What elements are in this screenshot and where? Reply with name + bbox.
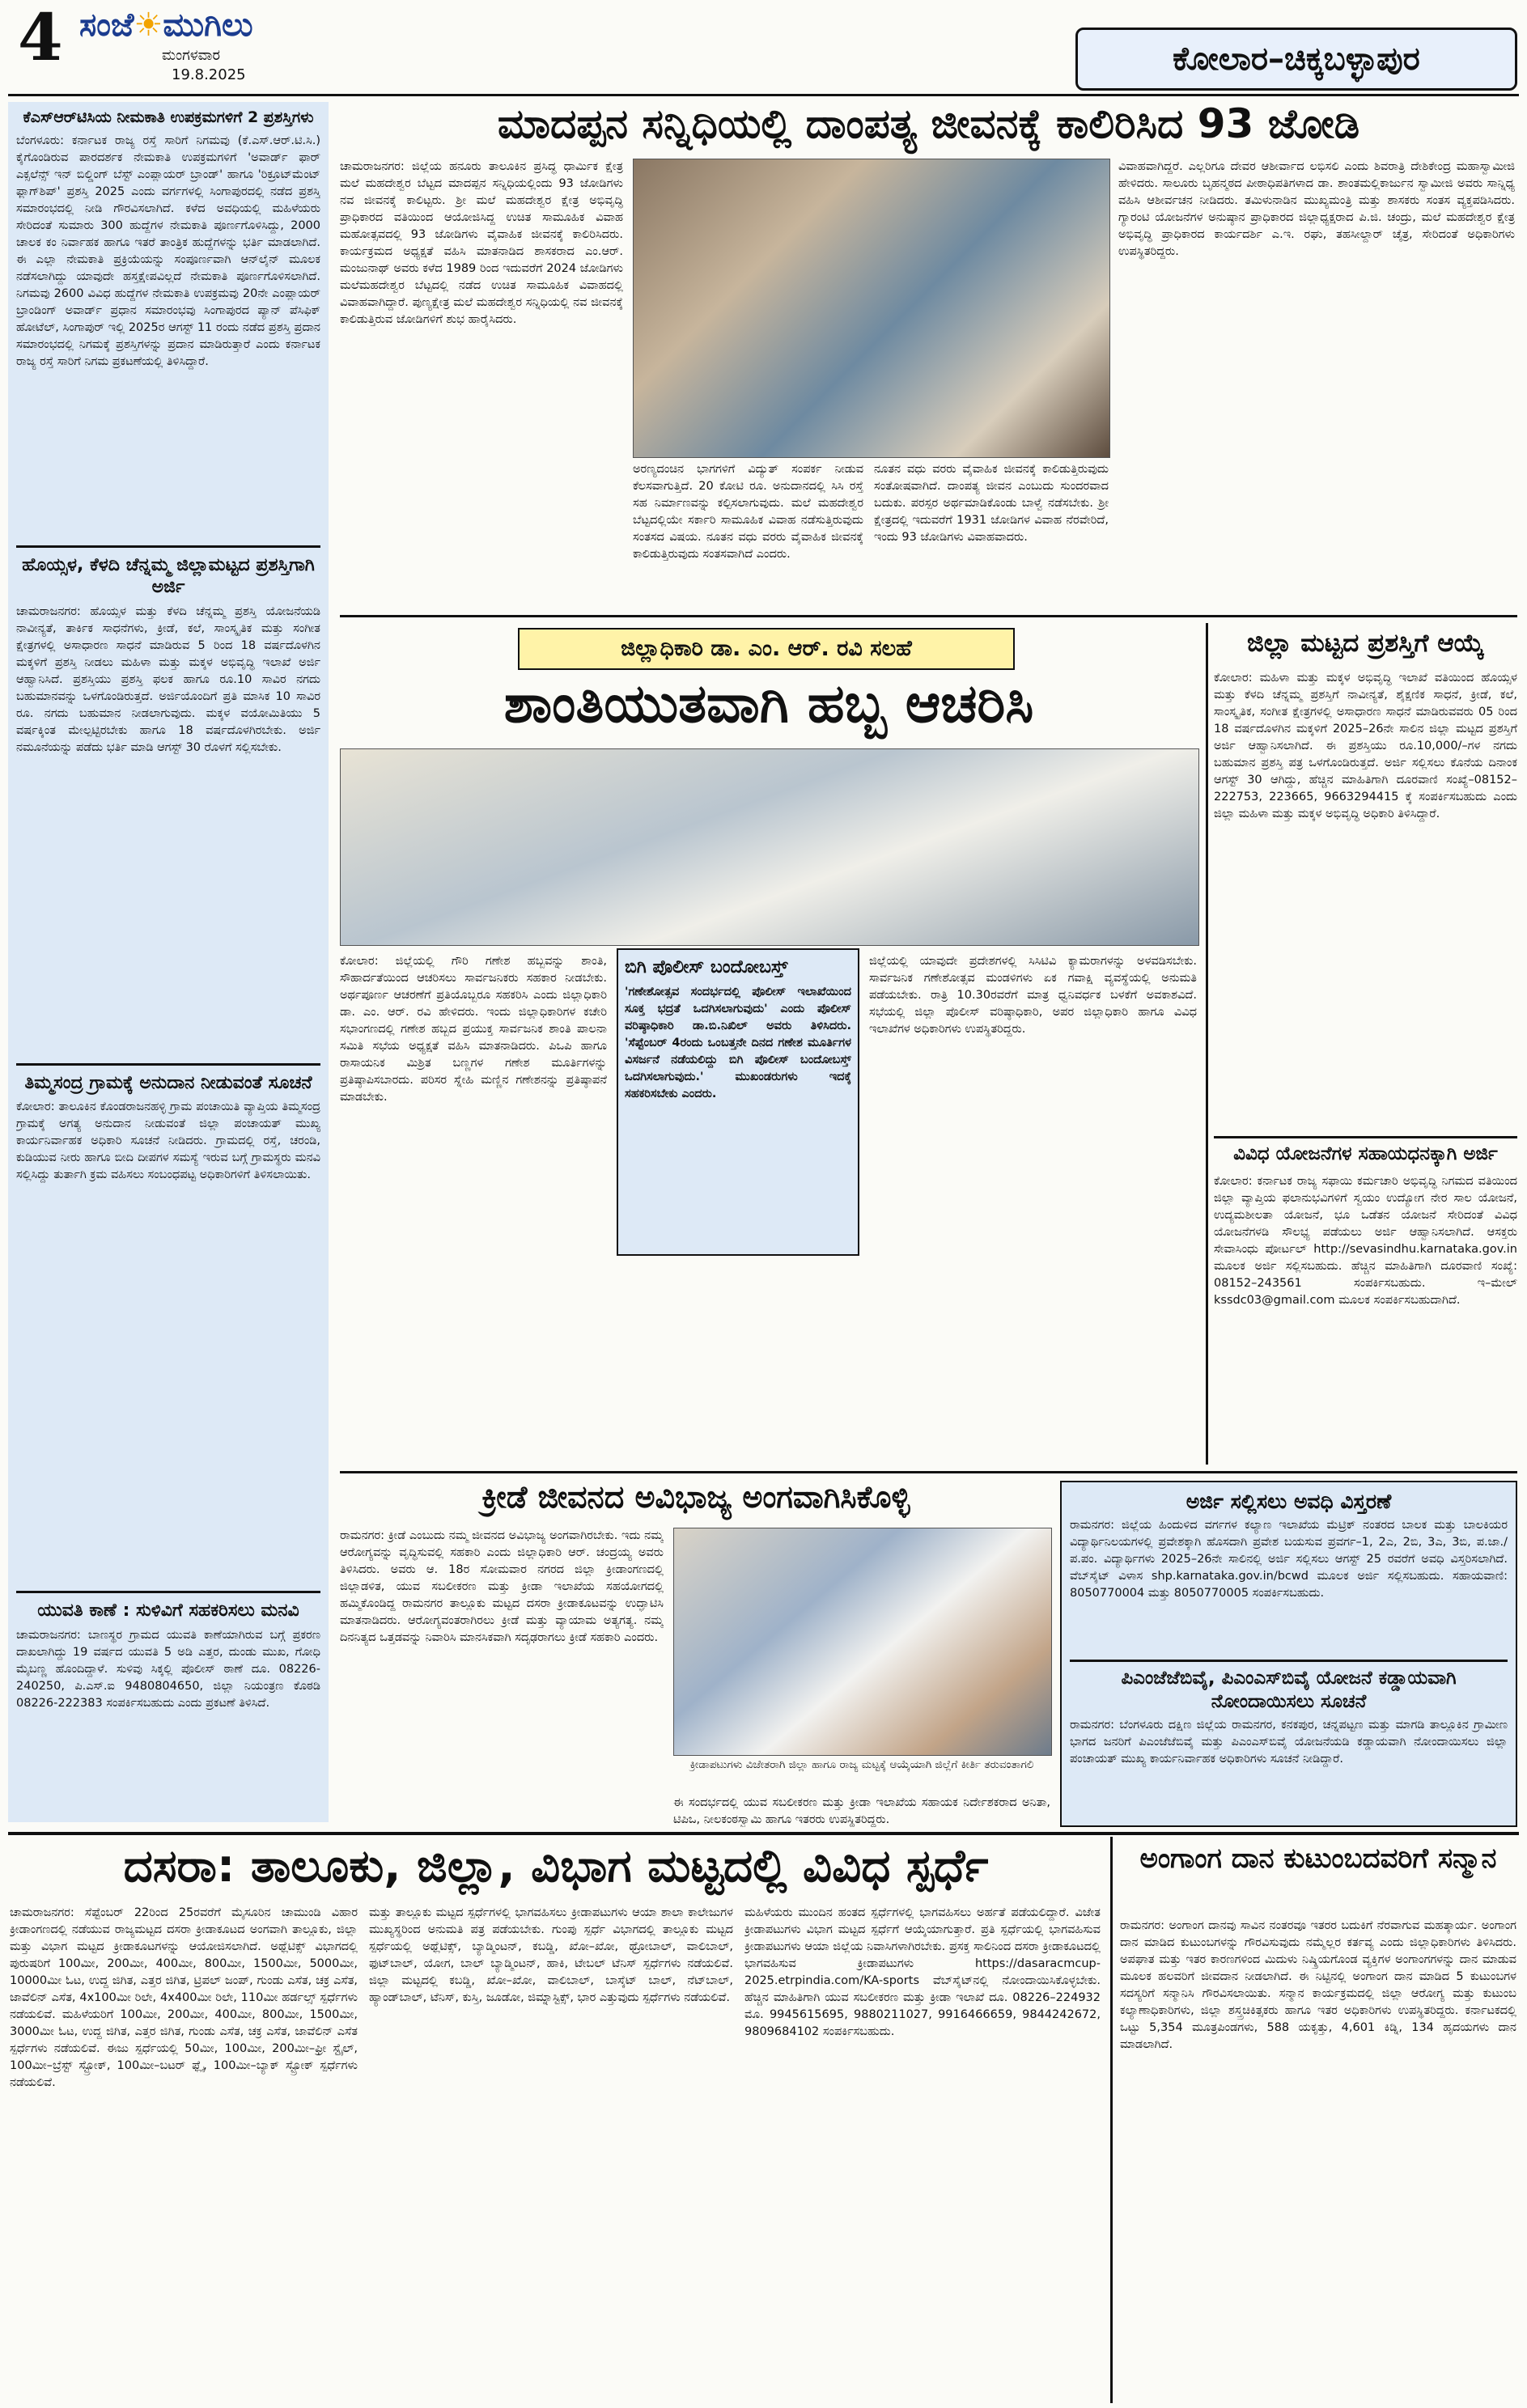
schemes-headline: ವಿವಿಧ ಯೋಜನೆಗಳ ಸಹಾಯಧನಕ್ಕಾಗಿ ಅರ್ಜಿ (1233, 1143, 1498, 1164)
notice-body: ರಾಮನಗರ: ಜಿಲ್ಲೆಯ ಹಿಂದುಳಿದ ವರ್ಗಗಳ ಕಲ್ಯಾಣ ಇಲಾಖೆಯ ಮೆಟ್ರಿಕ್ ನಂತರದ ಬಾಲಕ ಮತ್ತು ಬಾಲಕಿಯರ ವಿದ್ಯಾರ್ಥಿನಿಲಯಗಳಲ್ಲಿ ಪ್ರವೇಶಕ್ಕಾಗಿ ಹೊಸದಾಗಿ ಪ್ರವೇಶ ಬಯಸುವ ಪ್ರವರ್ಗ–1, 2ಎ, 2ಬಿ, 3ಎ, 3ಬಿ, ಪ.ಜಾ./ಪ.ಪಂ. ವಿದ್ಯಾರ್ಥಿಗಳು 2025–26ನೇ ಸಾಲಿನಲ್ಲಿ ಅರ್ಜಿ ಸಲ್ಲಿಸಲು ಆಗಸ್ಟ್ 25 ರವರೆಗೆ ಅವಧಿ ವಿಸ್ತರಿಸಲಾಗಿದೆ. ವೆಬ್‌ಸೈಟ್ ವಿಳಾಸ shp.karnataka.gov.in/bcwd ಮೂಲಕ ಅರ್ಜಿ ಸಲ್ಲಿಸಬಹುದು. ಸಹಾಯವಾಣಿ: 8050770004 ಮತ್ತು 8050770005 ಸಂಪರ್ಕಿಸಬಹುದು. (1070, 1519, 1508, 1600)
divider (340, 1471, 1517, 1473)
left-news-column (8, 102, 329, 1822)
lead-col-mid2: ನೂತನ ವಧು ವರರು ವೈವಾಹಿಕ ಜೀವನಕ್ಕೆ ಕಾಲಿಡುತ್ತಿರುವುದು ಸಂತೋಷವಾಗಿದೆ. ದಾಂಪತ್ಯ ಜೀವನ ಎಂಬುದು ಸುಂದರವಾದ ಬದುಕು. ಪರಸ್ಪರ ಅರ್ಥಮಾಡಿಕೊಂಡು ಬಾಳ್ವೆ ನಡೆಸಬೇಕು. ಶ್ರೀ ಕ್ಷೇತ್ರದಲ್ಲಿ ಇದುವರೆಗೆ 1931 ಜೋಡಿಗಳ ವಿವಾಹ ನೆರವೇರಿದೆ, ಇಂದು 93 ಜೋಡಿಗಳು ವಿವಾಹವಾದರು. (874, 463, 1109, 544)
a4-body: ಚಾಮರಾಜನಗರ: ಬಾಣಸ್ಥರ ಗ್ರಾಮದ ಯುವತಿ ಕಾಣೆಯಾಗಿರುವ ಬಗ್ಗೆ ಪ್ರಕರಣ ದಾಖಲಾಗಿದ್ದು 19 ವರ್ಷದ ಯುವತಿ 5 ಅಡಿ ಎತ್ತರ, ದುಂಡು ಮುಖ, ಗೋಧಿ ಮೈಬಣ್ಣ ಹೊಂದಿದ್ದಾಳೆ. ಸುಳಿವು ಸಿಕ್ಕಲ್ಲಿ ಪೊಲೀಸ್ ಠಾಣೆ ದೂ. 08226-240250, ಪಿ.ಎಸ್.ಐ 9480804650, ಜಿಲ್ಲಾ ನಿಯಂತ್ರಣ ಕೊಠಡಿ 08226-222383 ಸಂಪರ್ಕಿಸಬಹುದು ಎಂದು ಪ್ರಕಟಣೆ ತಿಳಿಸಿದೆ. (16, 1628, 320, 1710)
section-title: ಕೋಲಾರ–ಚಿಕ್ಕಬಳ್ಳಾಪುರ (1075, 28, 1517, 91)
divider (16, 1063, 320, 1066)
a4-headline: ಯುವತಿ ಕಾಣೆ : ಸುಳಿವಿಗೆ ಸಹಕರಿಸಲು ಮನವಿ (37, 1600, 299, 1622)
police-box-headline: ಬಿಗಿ ಪೊಲೀಸ್ ಬಂದೋಬಸ್ತ್ (625, 957, 788, 977)
divider (340, 615, 1517, 617)
newspaper-logo (79, 6, 253, 44)
a1-headline: ಕೆಎಸ್‌ಆರ್‌ಟಿಸಿಯ ನೀಮಕಾತಿ ಉಪಕ್ರಮಗಳಿಗೆ 2 ಪ್ರಶಸ್ತಿಗಳು (23, 108, 314, 126)
sun-icon: ☀ (134, 6, 163, 44)
schemes-body: ಕೋಲಾರ: ಕರ್ನಾಟಕ ರಾಜ್ಯ ಸಫಾಯಿ ಕರ್ಮಚಾರಿ ಅಭಿವೃದ್ಧಿ ನಿಗಮದ ವತಿಯಿಂದ ಜಿಲ್ಲಾ ವ್ಯಾಪ್ತಿಯ ಫಲಾನುಭವಿಗಳಿಗೆ ಸ್ವಯಂ ಉದ್ಯೋಗ ನೇರ ಸಾಲ ಯೋಜನೆ, ಉದ್ಯಮಶೀಲತಾ ಯೋಜನೆ, ಭೂ ಒಡೆತನ ಯೋಜನೆ ಸೇರಿದಂತೆ ವಿವಿಧ ಯೋಜನೆಗಳಡಿ ಸೌಲಭ್ಯ ಪಡೆಯಲು ಅರ್ಜಿ ಆಹ್ವಾನಿಸಲಾಗಿದೆ. ಆಸಕ್ತರು ಸೇವಾಸಿಂಧು ಪೋರ್ಟಲ್ http://sevasindhu.karnataka.gov.in ಮೂಲಕ ಅರ್ಜಿ ಸಲ್ಲಿಸಬಹುದು. ಹೆಚ್ಚಿನ ಮಾಹಿತಿಗಾಗಿ ದೂರವಾಣಿ ಸಂಖ್ಯೆ: 08152–243561 ಸಂಪರ್ಕಿಸಬಹುದು. ಇ–ಮೇಲ್ kssdc03@gmail.com ಮೂಲಕ ಸಂಪರ್ಕಿಸಬಹುದಾಗಿದೆ. (1214, 1175, 1517, 1307)
police-box-body: 'ಗಣೇಶೋತ್ಸವ ಸಂದರ್ಭದಲ್ಲಿ ಪೊಲೀಸ್ ಇಲಾಖೆಯಿಂದ ಸೂಕ್ತ ಭದ್ರತೆ ಒದಗಿಸಲಾಗುವುದು' ಎಂದು ಪೊಲೀಸ್ ವರಿಷ್ಠಾಧಿಕಾರಿ ಡಾ.ಬಿ.ನಿಖಿಲ್ ಅವರು ತಿಳಿಸಿದರು. 'ಸೆಪ್ಟೆಂಬರ್ 4ರಂದು ಒಂಬತ್ತನೇ ದಿನದ ಗಣೇಶ ಮೂರ್ತಿಗಳ ವಿಸರ್ಜನೆ ನಡೆಯಲಿದ್ದು ಬಿಗಿ ಪೊಲೀಸ್ ಬಂದೋಬಸ್ತ್ ಒದಗಿಸಲಾಗುವುದು.' ಮುಖಂಡರುಗಳು ಇದಕ್ಕೆ ಸಹಕರಿಸಬೇಕು ಎಂದರು. (625, 985, 851, 1100)
notice-headline: ಅರ್ಜಿ ಸಲ್ಲಿಸಲು ಅವಧಿ ವಿಸ್ತರಣೆ (1186, 1490, 1392, 1513)
dasara-col3: ಮಹಿಳೆಯರು ಮುಂದಿನ ಹಂತದ ಸ್ಪರ್ಧೆಗಳಲ್ಲಿ ಭಾಗವಹಿಸಲು ಅರ್ಹತೆ ಪಡೆಯಲಿದ್ದಾರೆ. ವಿಜೇತ ಕ್ರೀಡಾಪಟುಗಳು ವಿಭಾಗ ಮಟ್ಟದ ಸ್ಪರ್ಧೆಗೆ ಆಯ್ಕೆಯಾಗುತ್ತಾರೆ. ಪ್ರತಿ ಸ್ಪರ್ಧೆಯಲ್ಲಿ ಭಾಗವಹಿಸುವ ಕ್ರೀಡಾಪಟುಗಳು ಆಯಾ ಜಿಲ್ಲೆಯ ನಿವಾಸಿಗಳಾಗಿರಬೇಕು. ಪ್ರಸಕ್ತ ಸಾಲಿನಿಂದ ದಸರಾ ಕ್ರೀಡಾಕೂಟದಲ್ಲಿ ಭಾಗವಹಿಸುವ ಕ್ರೀಡಾಪಟುಗಳು https://dasaracmcup-2025.etrpindia.com/KA-sports ವೆಬ್‌ಸೈಟ್‌ನಲ್ಲಿ ನೋಂದಾಯಿಸಿಕೊಳ್ಳಬೇಕು. ಹೆಚ್ಚಿನ ಮಾಹಿತಿಗಾಗಿ ಯುವ ಸಬಲೀಕರಣ ಮತ್ತು ಕ್ರೀಡಾ ಇಲಾಖೆ ದೂ. 08226–224932 ಮೊ. 9945615695, 9880211027, 9916466659, 9844242672, 9809684102 ಸಂಪರ್ಕಿಸಬಹುದು. (744, 1906, 1101, 2038)
divider (8, 1832, 1519, 1835)
sports-col1: ರಾಮನಗರ: ಕ್ರೀಡೆ ಎಂಬುದು ನಮ್ಮ ಜೀವನದ ಅವಿಭಾಜ್ಯ ಅಂಗವಾಗಿರಬೇಕು. ಇದು ನಮ್ಮ ಆರೋಗ್ಯವನ್ನು ವೃದ್ಧಿಸುವಲ್ಲಿ ಸಹಕಾರಿ ಎಂದು ಜಿಲ್ಲಾಧಿಕಾರಿ ಆರ್. ಚಂದ್ರಯ್ಯ ಅವರು ತಿಳಿಸಿದರು. ಅವರು ಆ. 18ರ ಸೋಮವಾರ ನಗರದ ಜಿಲ್ಲಾ ಕ್ರೀಡಾಂಗಣದಲ್ಲಿ ಜಿಲ್ಲಾಡಳಿತ, ಯುವ ಸಬಲೀಕರಣ ಮತ್ತು ಕ್ರೀಡಾ ಇಲಾಖೆಯ ಸಹಯೋಗದಲ್ಲಿ ಹಮ್ಮಿಕೊಂಡಿದ್ದ ರಾಮನಗರ ತಾಲ್ಲೂಕು ಮಟ್ಟದ ದಸರಾ ಕ್ರೀಡಾಕೂಟವನ್ನು ಉದ್ಘಾಟಿಸಿ ಮಾತನಾಡಿದರು. ಆರೋಗ್ಯವಂತರಾಗಿರಲು ಕ್ರೀಡೆ ಮತ್ತು ವ್ಯಾಯಾಮ ಅತ್ಯಗತ್ಯ. ನಮ್ಮ ದಿನನಿತ್ಯದ ಒತ್ತಡವನ್ನು ನಿವಾರಿಸಿ ಮಾನಸಿಕವಾಗಿ ಸದೃಢರಾಗಲು ಕ್ರೀಡೆ ಸಹಕಾರಿ ಎಂದರು. (340, 1529, 664, 1644)
logo-part1: ಸಂಜೆ (79, 6, 134, 44)
divider (16, 545, 320, 548)
festival-tag: ಜಿಲ್ಲಾಧಿಕಾರಿ ಡಾ. ಎಂ. ಆರ್. ರವಿ ಸಲಹೆ (518, 628, 1015, 670)
notices-box (1060, 1481, 1517, 1827)
pmjjby-body: ರಾಮನಗರ: ಬೆಂಗಳೂರು ದಕ್ಷಿಣ ಜಿಲ್ಲೆಯ ರಾಮನಗರ, ಕನಕಪುರ, ಚನ್ನಪಟ್ಟಣ ಮತ್ತು ಮಾಗಡಿ ತಾಲ್ಲೂಕಿನ ಗ್ರಾಮೀಣ ಭಾಗದ ಜನರಿಗೆ ಪಿಎಂಜೆಜೆಬಿವೈ ಮತ್ತು ಪಿಎಂಎಸ್‌ಬಿವೈ ಯೋಜನೆಯಡಿ ಕಡ್ಡಾಯವಾಗಿ ನೋಂದಾಯಿಸಲು ಜಿಲ್ಲಾ ಪಂಚಾಯತ್ ಮುಖ್ಯ ಕಾರ್ಯನಿರ್ವಾಹಕ ಅಧಿಕಾರಿಗಳು ಸೂಚನೆ ನೀಡಿದ್ದಾರೆ. (1070, 1718, 1508, 1766)
organ-body: ರಾಮನಗರ: ಅಂಗಾಂಗ ದಾನವು ಸಾವಿನ ನಂತರವೂ ಇತರರ ಬದುಕಿಗೆ ನೆರವಾಗುವ ಮಹತ್ಕಾರ್ಯ. ಅಂಗಾಂಗ ದಾನ ಮಾಡಿದ ಕುಟುಂಬಗಳನ್ನು ಗೌರವಿಸುವುದು ನಮ್ಮೆಲ್ಲರ ಕರ್ತವ್ಯ ಎಂದು ಜಿಲ್ಲಾಧಿಕಾರಿಗಳು ತಿಳಿಸಿದರು. ಅಪಘಾತ ಮತ್ತು ಇತರ ಕಾರಣಗಳಿಂದ ಮಿದುಳು ನಿಷ್ಕ್ರಿಯಗೊಂಡ ವ್ಯಕ್ತಿಗಳ ಅಂಗಾಂಗಗಳನ್ನು ದಾನ ಮಾಡುವ ಮೂಲಕ ಹಲವರಿಗೆ ಜೀವದಾನ ನೀಡಲಾಗಿದೆ. ಈ ನಿಟ್ಟಿನಲ್ಲಿ ಅಂಗಾಂಗ ದಾನ ಮಾಡಿದ 5 ಕುಟುಂಬಗಳ ಸದಸ್ಯರಿಗೆ ಸನ್ಮಾನಿಸಿ ಗೌರವಿಸಲಾಯಿತು. ಸನ್ಮಾನ ಕಾರ್ಯಕ್ರಮದಲ್ಲಿ ಜಿಲ್ಲಾ ಆರೋಗ್ಯ ಮತ್ತು ಕುಟುಂಬ ಕಲ್ಯಾಣಾಧಿಕಾರಿಗಳು, ಜಿಲ್ಲಾ ಶಸ್ತ್ರಚಿಕಿತ್ಸಕರು ಹಾಗೂ ಇತರ ಅಧಿಕಾರಿಗಳು ಉಪಸ್ಥಿತರಿದ್ದರು. ಕರ್ನಾಟಕದಲ್ಲಿ ಒಟ್ಟು 5,354 ಮೂತ್ರಪಿಂಡಗಳು, 588 ಯಕೃತ್ತು, 4,601 ಕಿಡ್ನಿ, 134 ಹೃದಯಗಳು ದಾನ ಮಾಡಲಾಗಿದೆ. (1120, 1919, 1516, 2051)
festival-col2: ಜಿಲ್ಲೆಯಲ್ಲಿ ಯಾವುದೇ ಪ್ರದೇಶಗಳಲ್ಲಿ ಸಿಸಿಟಿವಿ ಕ್ಯಾಮರಾಗಳನ್ನು ಅಳವಡಿಸಬೇಕು. ಸಾರ್ವಜನಿಕ ಗಣೇಶೋತ್ಸವ ಮಂಡಳಿಗಳು ಏಕ ಗವಾಕ್ಷಿ ವ್ಯವಸ್ಥೆಯಲ್ಲಿ ಅನುಮತಿ ಪಡೆಯಬೇಕು. ರಾತ್ರಿ 10.30ರವರೆಗೆ ಮಾತ್ರ ಧ್ವನಿವರ್ಧಕ ಬಳಕೆಗೆ ಅವಕಾಶವಿದೆ. ಸಭೆಯಲ್ಲಿ ಜಿಲ್ಲಾ ಪೊಲೀಸ್ ವರಿಷ್ಠಾಧಿಕಾರಿ, ಅಪರ ಜಿಲ್ಲಾಧಿಕಾರಿ ಹಾಗೂ ವಿವಿಧ ಇಲಾಖೆಗಳ ಅಧಿಕಾರಿಗಳು ಉಪಸ್ಥಿತರಿದ್ದರು. (869, 955, 1197, 1036)
a1-body: ಬೆಂಗಳೂರು: ಕರ್ನಾಟಕ ರಾಜ್ಯ ರಸ್ತೆ ಸಾರಿಗೆ ನಿಗಮವು (ಕೆ.ಎಸ್.ಆರ್.ಟಿ.ಸಿ.) ಕೈಗೊಂಡಿರುವ ಪಾರದರ್ಶಕ ನೇಮಕಾತಿ ಉಪಕ್ರಮಗಳಿಗೆ 'ಅವಾರ್ಡ್ ಫಾರ್ ಎಕ್ಸಲೆನ್ಸ್ ಇನ್ ಬಿಲ್ಡಿಂಗ್ ಬೆಸ್ಟ್ ಎಂಪ್ಲಾಯರ್ ಬ್ರಾಂಡ್' ಹಾಗೂ 'ರಿಕ್ರೂಟ್‌ಮೆಂಟ್ ಫ್ಲಾಗ್‌ಶಿಪ್' ಪ್ರಶಸ್ತಿ 2025 ಎಂದು ವರ್ಗಗಳಲ್ಲಿ ಸಿಂಗಾಪುರದಲ್ಲಿ ನಡೆದ ಪ್ರಶಸ್ತಿ ಸಮಾರಂಭದಲ್ಲಿ ನೀಡಿ ಗೌರವಿಸಲಾಗಿದೆ. ಕಳೆದ ಅವಧಿಯಲ್ಲಿ ಮಹಿಳೆಯರು ಸೇರಿದಂತೆ ಸುಮಾರು 300 ಹುದ್ದೆಗಳ ನೇಮಕಾತಿ ಪೂರ್ಣಗೊಳಿಸಿದ್ದು, 2000 ಚಾಲಕ ಕಂ ನಿರ್ವಾಹಕ ಹಾಗೂ ಇತರೆ ತಾಂತ್ರಿಕ ಹುದ್ದೆಗಳನ್ನು ಭರ್ತಿ ಮಾಡಲಾಗಿದೆ. ಈ ಎಲ್ಲಾ ನೇಮಕಾತಿ ಪ್ರಕ್ರಿಯೆಯನ್ನು ಸಂಪೂರ್ಣವಾಗಿ ಆನ್‌ಲೈನ್ ಮೂಲಕ ನಡೆಸಲಾಗಿದ್ದು ಯಾವುದೇ ಹಸ್ತಕ್ಷೇಪವಿಲ್ಲದೆ ನೇಮಕಾತಿ ಪೂರ್ಣಗೊಳಿಸಲಾಗಿದೆ. ನಿಗಮವು 2600 ವಿವಿಧ ಹುದ್ದೆಗಳ ನೇಮಕಾತಿ ಉಪಕ್ರಮವು 20ನೇ ಎಂಪ್ಲಾಯರ್ ಬ್ರಾಂಡಿಂಗ್ ಅವಾರ್ಡ್ ಪ್ರಧಾನ ಸಮಾರಂಭವು ಸಿಂಗಾಪುರದ ಪ್ಯಾನ್ ಪೆಸಿಫಿಕ್ ಹೋಟೆಲ್, ಸಿಂಗಾಪುರ್ ಇಲ್ಲಿ 2025ರ ಆಗಸ್ಟ್ 11 ರಂದು ನಡೆದ ಪ್ರಶಸ್ತಿ ಪ್ರದಾನ ಸಮಾರಂಭದಲ್ಲಿ ನಿಗಮಕ್ಕೆ ಪ್ರಶಸ್ತಿಗಳನ್ನು ಪ್ರದಾನ ಮಾಡಿರುತ್ತಾರೆ ಎಂದು ಕರ್ನಾಟಕ ರಾಜ್ಯ ರಸ್ತೆ ಸಾರಿಗೆ ನಿಗಮ ಪ್ರಕಟಣೆಯಲ್ಲಿ ತಿಳಿಸಿದ್ದಾರೆ. (16, 134, 320, 368)
logo-part2: ಮುಗಿಲು (163, 6, 253, 44)
a3-body: ಕೋಲಾರ: ತಾಲೂಕಿನ ಕೊಂಡರಾಜನಹಳ್ಳಿ ಗ್ರಾಮ ಪಂಚಾಯಿತಿ ವ್ಯಾಪ್ತಿಯ ತಿಮ್ಮಸಂದ್ರ ಗ್ರಾಮಕ್ಕೆ ಅಗತ್ಯ ಅನುದಾನ ನೀಡುವಂತೆ ಜಿಲ್ಲಾ ಪಂಚಾಯತ್ ಮುಖ್ಯ ಕಾರ್ಯನಿರ್ವಾಹಕ ಅಧಿಕಾರಿ ಸೂಚನೆ ನೀಡಿದರು. ಗ್ರಾಮದಲ್ಲಿ ರಸ್ತೆ, ಚರಂಡಿ, ಕುಡಿಯುವ ನೀರು ಹಾಗೂ ಬೀದಿ ದೀಪಗಳ ಸಮಸ್ಯೆ ಇರುವ ಬಗ್ಗೆ ಗ್ರಾಮಸ್ಥರು ಮನವಿ ಸಲ್ಲಿಸಿದ್ದು ತುರ್ತಾಗಿ ಕ್ರಮ ವಹಿಸಲು ಸಂಬಂಧಪಟ್ಟ ಅಧಿಕಾರಿಗಳಿಗೆ ತಿಳಿಸಲಾಯಿತು. (16, 1100, 320, 1182)
meeting-photo (340, 748, 1199, 946)
lead-col1: ಚಾಮರಾಜನಗರ: ಜಿಲ್ಲೆಯ ಹನೂರು ತಾಲೂಕಿನ ಪ್ರಸಿದ್ಧ ಧಾರ್ಮಿಕ ಕ್ಷೇತ್ರ ಮಲೆ ಮಹದೇಶ್ವರ ಬೆಟ್ಟದ ಮಾದಪ್ಪನ ಸನ್ನಿಧಿಯಲ್ಲಿಂದು 93 ಜೋಡಿಗಳು ನವ ಜೀವನಕ್ಕೆ ಕಾಲಿಟ್ಟರು. ಶ್ರೀ ಮಲೆ ಮಹದೇಶ್ವರ ಕ್ಷೇತ್ರ ಅಭಿವೃದ್ಧಿ ಪ್ರಾಧಿಕಾರದ ವತಿಯಿಂದ ಆಯೋಜಿಸಿದ್ದ ಉಚಿತ ಸಾಮೂಹಿಕ ವಿವಾಹ ಮಹೋತ್ಸವದಲ್ಲಿ 93 ಜೋಡಿಗಳು ವೈವಾಹಿಕ ಜೀವನಕ್ಕೆ ಕಾಲಿರಿಸಿದರು. ಕಾರ್ಯಕ್ರಮದ ಅಧ್ಯಕ್ಷತೆ ವಹಿಸಿ ಮಾತನಾಡಿದ ಶಾಸಕರಾದ ಎಂ.ಆರ್. ಮಂಜುನಾಥ್ ಅವರು ಕಳೆದ 1989 ರಿಂದ ಇದುವರೆಗೆ 2024 ಜೋಡಿಗಳು ಮಲೆಮಹದೇಶ್ವರ ಬೆಟ್ಟದಲ್ಲಿ ನಡೆದ ಉಚಿತ ಸಾಮೂಹಿಕ ವಿವಾಹದಲ್ಲಿ ವಿವಾಹವಾಗಿದ್ದಾರೆ. ಪುಣ್ಯಕ್ಷೇತ್ರ ಮಲೆ ಮಹದೇಶ್ವರ ಸನ್ನಿಧಿಯಲ್ಲಿ ನವ ಜೀವನಕ್ಕೆ ಕಾಲಿಡುತ್ತಿರುವ ಜೋಡಿಗಳಿಗೆ ಶುಭ ಹಾರೈಸಿದರು. (340, 160, 623, 326)
masthead-divider (8, 94, 1519, 96)
sports-headline: ಕ್ರೀಡೆ ಜೀವನದ ಅವಿಭಾಜ್ಯ ಅಂಗವಾಗಿಸಿಕೊಳ್ಳಿ (481, 1479, 910, 1515)
lead-headline: ಮಾದಪ್ಪನ ಸನ್ನಿಧಿಯಲ್ಲಿ ದಾಂಪತ್ಯ ಜೀವನಕ್ಕೆ ಕಾಲಿರಿಸಿದ 93 ಜೋಡಿ (497, 100, 1360, 147)
award-headline: ಜಿಲ್ಲಾ ಮಟ್ಟದ ಪ್ರಶಸ್ತಿಗೆ ಆಯ್ಕೆ (1246, 629, 1485, 658)
issue-date: 19.8.2025 (172, 66, 246, 83)
divider (1206, 623, 1208, 1465)
a2-headline: ಹೊಯ್ಸಳ, ಕೆಳದಿ ಚೆನ್ನಮ್ಮ ಜಿಲ್ಲಾಮಟ್ಟದ ಪ್ರಶಸ್ತಿಗಾಗಿ ಅರ್ಜಿ (22, 554, 315, 598)
divider (1214, 1136, 1517, 1138)
dasara-col2: ಮತ್ತು ತಾಲ್ಲೂಕು ಮಟ್ಟದ ಸ್ಪರ್ಧೆಗಳಲ್ಲಿ ಭಾಗವಹಿಸಲು ಕ್ರೀಡಾಪಟುಗಳು ಆಯಾ ಶಾಲಾ ಕಾಲೇಜುಗಳ ಮುಖ್ಯಸ್ಥರಿಂದ ಅನುಮತಿ ಪತ್ರ ಪಡೆಯಬೇಕು. ಗುಂಪು ಸ್ಪರ್ಧೆ ವಿಭಾಗದಲ್ಲಿ ತಾಲ್ಲೂಕು ಮಟ್ಟದ ಸ್ಪರ್ಧೆಯಲ್ಲಿ ಅಥ್ಲೆಟಿಕ್ಸ್, ಬ್ಯಾಡ್ಮಿಂಟನ್, ಕಬಡ್ಡಿ, ಖೋ–ಖೋ, ಥ್ರೋಬಾಲ್, ವಾಲಿಬಾಲ್, ಫುಟ್‌ಬಾಲ್, ಯೋಗ, ಬಾಲ್ ಬ್ಯಾಡ್ಮಿಂಟನ್, ಹಾಕಿ, ಟೇಬಲ್ ಟೆನಿಸ್ ಸ್ಪರ್ಧೆಗಳು ನಡೆಯಲಿವೆ. ಜಿಲ್ಲಾ ಮಟ್ಟದಲ್ಲಿ ಕಬಡ್ಡಿ, ಖೋ–ಖೋ, ವಾಲಿಬಾಲ್, ಬಾಸ್ಕೆಟ್ ಬಾಲ್, ನೆಟ್‌ಬಾಲ್, ಹ್ಯಾಂಡ್‌ಬಾಲ್, ಟೆನಿಸ್, ಕುಸ್ತಿ, ಜೂಡೋ, ಜಿಮ್ನಾಸ್ಟಿಕ್ಸ್, ಭಾರ ಎತ್ತುವುದು ಸ್ಪರ್ಧೆಗಳು ನಡೆಯಲಿವೆ. (369, 1906, 733, 2004)
sports-col2: ಈ ಸಂದರ್ಭದಲ್ಲಿ ಯುವ ಸಬಲೀಕರಣ ಮತ್ತು ಕ್ರೀಡಾ ಇಲಾಖೆಯ ಸಹಾಯಕ ನಿರ್ದೇಶಕರಾದ ಅನಿತಾ, ಟಿಪಿಒ, ನೀಲಕಂಠಸ್ವಾಮಿ ಹಾಗೂ ಇತರರು ಉಪಸ್ಥಿತರಿದ್ದರು. (673, 1796, 1050, 1826)
sports-photo (673, 1528, 1052, 1756)
lead-col2: ವಿವಾಹವಾಗಿದ್ದರೆ. ಎಲ್ಲರಿಗೂ ದೇವರ ಆಶೀರ್ವಾದ ಲಭಿಸಲಿ ಎಂದು ಶಿವರಾತ್ರಿ ದೇಶಿಕೇಂದ್ರ ಮಹಾಸ್ವಾಮೀಜಿ ಹೇಳಿದರು. ಸಾಲೂರು ಬೃಹನ್ಮಠದ ಪೀಠಾಧಿಪತಿಗಳಾದ ಡಾ. ಶಾಂತಮಲ್ಲಿಕಾರ್ಜುನ ಸ್ವಾಮೀಜಿ ಅವರು ಸಾನ್ನಿಧ್ಯ ವಹಿಸಿ ಆಶೀರ್ವಚನ ನೀಡಿದರು. ತಮಿಳುನಾಡಿನ ಮುಖ್ಯಮಂತ್ರಿ ಮತ್ತು ಶಾಸಕರು ಸಂತಸ ವ್ಯಕ್ತಪಡಿಸಿದರು. ಗ್ಯಾರಂಟಿ ಯೋಜನೆಗಳ ಅನುಷ್ಠಾನ ಪ್ರಾಧಿಕಾರದ ಜಿಲ್ಲಾಧ್ಯಕ್ಷರಾದ ಪಿ.ಜಿ. ಚಂದ್ರು, ಮಲೆ ಮಹದೇಶ್ವರ ಕ್ಷೇತ್ರ ಅಭಿವೃದ್ಧಿ ಪ್ರಾಧಿಕಾರದ ಕಾರ್ಯದರ್ಶಿ ಎ.ಇ. ರಘು, ತಹಸೀಲ್ದಾರ್ ಚೈತ್ರ, ಸೇರಿದಂತೆ ಅಧಿಕಾರಿಗಳು ಉಪಸ್ಥಿತರಿದ್ದರು. (1118, 160, 1515, 258)
festival-headline: ಶಾಂತಿಯುತವಾಗಿ ಹಬ್ಬ ಆಚರಿಸಿ (503, 672, 1034, 735)
festival-col1: ಕೋಲಾರ: ಜಿಲ್ಲೆಯಲ್ಲಿ ಗೌರಿ ಗಣೇಶ ಹಬ್ಬವನ್ನು ಶಾಂತಿ, ಸೌಹಾರ್ದತೆಯಿಂದ ಆಚರಿಸಲು ಸಾರ್ವಜನಿಕರು ಸಹಕಾರ ನೀಡಬೇಕು. ಅರ್ಥಪೂರ್ಣ ಆಚರಣೆಗೆ ಪ್ರತಿಯೊಬ್ಬರೂ ಸಹಕರಿಸಿ ಎಂದು ಜಿಲ್ಲಾಧಿಕಾರಿ ಡಾ. ಎಂ. ಆರ್. ರವಿ ಹೇಳಿದರು. ಇಂದು ಜಿಲ್ಲಾಧಿಕಾರಿಗಳ ಕಚೇರಿ ಸಭಾಂಗಣದಲ್ಲಿ ಗಣೇಶ ಹಬ್ಬದ ಪ್ರಯುಕ್ತ ಸಾರ್ವಜನಿಕ ಶಾಂತಿ ಪಾಲನಾ ಸಮಿತಿ ಸಭೆಯ ಅಧ್ಯಕ್ಷತೆ ವಹಿಸಿ ಮಾತನಾಡಿದರು. ಪಿಒಪಿ ಹಾಗೂ ರಾಸಾಯನಿಕ ಮಿಶ್ರಿತ ಬಣ್ಣಗಳ ಗಣೇಶ ಮೂರ್ತಿಗಳನ್ನು ಪ್ರತಿಷ್ಠಾಪಿಸಬಾರದು. ಪರಿಸರ ಸ್ನೇಹಿ ಮಣ್ಣಿನ ಗಣೇಶನನ್ನು ಪ್ರತಿಷ್ಠಾಪನೆ ಮಾಡಬೇಕು. (340, 955, 607, 1104)
issue-day: ಮಂಗಳವಾರ (162, 47, 221, 64)
wedding-photo (633, 159, 1110, 458)
award-body: ಕೋಲಾರ: ಮಹಿಳಾ ಮತ್ತು ಮಕ್ಕಳ ಅಭಿವೃದ್ಧಿ ಇಲಾಖೆ ವತಿಯಿಂದ ಹೊಯ್ಸಳ ಮತ್ತು ಕೆಳದಿ ಚೆನ್ನಮ್ಮ ಪ್ರಶಸ್ತಿಗೆ ನಾವೀನ್ಯತೆ, ಶೈಕ್ಷಣಿಕ ಸಾಧನೆ, ಕ್ರೀಡೆ, ಕಲೆ, ಸಾಂಸ್ಕೃತಿಕ, ಸಂಗೀತ ಕ್ಷೇತ್ರಗಳಲ್ಲಿ ಅಸಾಧಾರಣ ಸಾಧನೆ ಮಾಡಿರುವವರು 05 ರಿಂದ 18 ವರ್ಷದೊಳಗಿನ ಮಕ್ಕಳಿಗೆ 2025–26ನೇ ಸಾಲಿನ ಜಿಲ್ಲಾ ಮಟ್ಟದ ಪ್ರಶಸ್ತಿಗೆ ಅರ್ಜಿ ಆಹ್ವಾನಿಸಲಾಗಿದೆ. ಈ ಪ್ರಶಸ್ತಿಯು ರೂ.10,000/–ಗಳ ನಗದು ಬಹುಮಾನ ಪ್ರಶಸ್ತಿ ಪತ್ರ ಒಳಗೊಂಡಿರುತ್ತದೆ. ಅರ್ಜಿ ಸಲ್ಲಿಸಲು ಕೊನೆಯ ದಿನಾಂಕ ಆಗಸ್ಟ್ 30 ಆಗಿದ್ದು, ಹೆಚ್ಚಿನ ಮಾಹಿತಿಗಾಗಿ ದೂರವಾಣಿ ಸಂಖ್ಯೆ–08152–222753, 223665, 9663294415 ಕ್ಕೆ ಸಂಪರ್ಕಿಸಬಹುದು ಎಂದು ಜಿಲ್ಲಾ ಮಹಿಳಾ ಮತ್ತು ಮಕ್ಕಳ ಅಭಿವೃದ್ಧಿ ಅಧಿಕಾರಿ ತಿಳಿಸಿದ್ದಾರೆ. (1214, 672, 1517, 820)
divider (16, 1591, 320, 1593)
a3-headline: ತಿಮ್ಮಸಂದ್ರ ಗ್ರಾಮಕ್ಕೆ ಅನುದಾನ ನೀಡುವಂತೆ ಸೂಚನೆ (24, 1072, 312, 1093)
divider (1070, 1660, 1508, 1662)
dasara-headline: ದಸರಾ: ತಾಲೂಕು, ಜಿಲ್ಲಾ, ವಿಭಾಗ ಮಟ್ಟದಲ್ಲಿ ವಿವಿಧ ಸ್ಪರ್ಧೆ (123, 1840, 989, 1893)
dasara-col1: ಚಾಮರಾಜನಗರ: ಸೆಪ್ಟೆಂಬರ್ 22ರಿಂದ 25ರವರೆಗೆ ಮೈಸೂರಿನ ಚಾಮುಂಡಿ ವಿಹಾರ ಕ್ರೀಡಾಂಗಣದಲ್ಲಿ ನಡೆಯುವ ರಾಜ್ಯಮಟ್ಟದ ದಸರಾ ಕ್ರೀಡಾಕೂಟದ ಅಂಗವಾಗಿ ತಾಲ್ಲೂಕು, ಜಿಲ್ಲಾ ಮತ್ತು ವಿಭಾಗ ಮಟ್ಟದ ಕ್ರೀಡಾಕೂಟಗಳನ್ನು ಆಯೋಜಿಸಲಾಗಿದೆ. ಅಥ್ಲೆಟಿಕ್ಸ್ ವಿಭಾಗದಲ್ಲಿ ಪುರುಷರಿಗೆ 100ಮೀ, 200ಮೀ, 400ಮೀ, 800ಮೀ, 1500ಮೀ, 5000ಮೀ, 10000ಮೀ ಓಟ, ಉದ್ದ ಜಿಗಿತ, ಎತ್ತರ ಜಿಗಿತ, ಟ್ರಿಪಲ್ ಜಂಪ್, ಗುಂಡು ಎಸೆತ, ಚಕ್ರ ಎಸೆತ, ಜಾವೆಲಿನ್ ಎಸೆತ, 4x100ಮೀ ರಿಲೇ, 4x400ಮೀ ರಿಲೇ, 110ಮೀ ಹರ್ಡಲ್ಸ್ ಸ್ಪರ್ಧೆಗಳು ನಡೆಯಲಿವೆ. ಮಹಿಳೆಯರಿಗೆ 100ಮೀ, 200ಮೀ, 400ಮೀ, 800ಮೀ, 1500ಮೀ, 3000ಮೀ ಓಟ, ಉದ್ದ ಜಿಗಿತ, ಎತ್ತರ ಜಿಗಿತ, ಗುಂಡು ಎಸೆತ, ಚಕ್ರ ಎಸೆತ, ಜಾವೆಲಿನ್ ಎಸೆತ ಸ್ಪರ್ಧೆಗಳು ನಡೆಯಲಿವೆ. ಈಜು ಸ್ಪರ್ಧೆಯಲ್ಲಿ 50ಮೀ, 100ಮೀ, 200ಮೀ–ಫ್ರೀ ಸ್ಟೈಲ್, 100ಮೀ–ಬ್ರೆಸ್ಟ್ ಸ್ಟ್ರೋಕ್, 100ಮೀ–ಬಟರ್ ಫ್ಲೈ, 100ಮೀ–ಬ್ಯಾಕ್ ಸ್ಟ್ರೋಕ್ ಸ್ಪರ್ಧೆಗಳು ನಡೆಯಲಿವೆ. (10, 1906, 358, 2089)
a2-body: ಚಾಮರಾಜನಗರ: ಹೊಯ್ಸಳ ಮತ್ತು ಕೆಳದಿ ಚೆನ್ನಮ್ಮ ಪ್ರಶಸ್ತಿ ಯೋಜನೆಯಡಿ ನಾವೀನ್ಯತೆ, ತಾರ್ಕಿಕ ಸಾಧನೆಗಳು, ಕ್ರೀಡೆ, ಕಲೆ, ಸಾಂಸ್ಕೃತಿಕ ಮತ್ತು ಸಂಗೀತ ಕ್ಷೇತ್ರಗಳಲ್ಲಿ ಅಸಾಧಾರಣ ಸಾಧನೆ ಮಾಡಿರುವ 5 ರಿಂದ 18 ವರ್ಷದೊಳಗಿನ ಮಕ್ಕಳಿಗೆ ಪ್ರಶಸ್ತಿ ನೀಡಲು ಮಹಿಳಾ ಮತ್ತು ಮಕ್ಕಳ ಅಭಿವೃದ್ಧಿ ಇಲಾಖೆ ಅರ್ಜಿ ಆಹ್ವಾನಿಸಿದೆ. ಪ್ರಶಸ್ತಿಯು ಪ್ರಶಸ್ತಿ ಫಲಕ ಹಾಗೂ ರೂ.10 ಸಾವಿರ ನಗದು ಬಹುಮಾನವನ್ನು ಒಳಗೊಂಡಿರುತ್ತದೆ. ಅರ್ಜಿಯೊಂದಿಗೆ ಪ್ರತಿ ಮಾಸಿಕ 10 ಸಾವಿರ ರೂ. ನಗದು ಬಹುಮಾನ ನೀಡಲಾಗುವುದು. ಮಕ್ಕಳ ವಯೋಮಿತಿಯು 5 ವರ್ಷಕ್ಕಿಂತ ಮೇಲ್ಪಟ್ಟಿರಬೇಕು ಹಾಗೂ 18 ವರ್ಷದೊಳಗಿರಬೇಕು. ಅರ್ಜಿ ನಮೂನೆಯನ್ನು ಪಡೆದು ಭರ್ತಿ ಮಾಡಿ ಆಗಸ್ಟ್ 30 ರೊಳಗೆ ಸಲ್ಲಿಸಬೇಕು. (16, 604, 320, 754)
pmjjby-headline: ಪಿಎಂಜೆಜೆಬಿವೈ, ಪಿಎಂಎಸ್‌ಬಿವೈ ಯೋಜನೆ ಕಡ್ಡಾಯವಾಗಿ ನೋಂದಾಯಿಸಲು ಸೂಚನೆ (1121, 1668, 1457, 1712)
organ-headline: ಅಂಗಾಂಗ ದಾನ ಕುಟುಂಬದವರಿಗೆ ಸನ್ಮಾನ (1139, 1842, 1497, 1875)
page-number: 4 (18, 0, 63, 75)
sports-caption: ಕ್ರೀಡಾಪಟುಗಳು ವಿಜೇತರಾಗಿ ಜಿಲ್ಲಾ ಹಾಗೂ ರಾಜ್ಯ ಮಟ್ಟಕ್ಕೆ ಆಯ್ಕೆಯಾಗಿ ಜಿಲ್ಲೆಗೆ ಕೀರ್ತಿ ತರುವಂತಾಗಲಿ (689, 1758, 1034, 1771)
divider (1110, 1837, 1113, 2403)
lead-col-mid: ಅರಣ್ಯದಂಚಿನ ಭಾಗಗಳಿಗೆ ವಿದ್ಯುತ್ ಸಂಪರ್ಕ ನೀಡುವ ಕೆಲಸವಾಗುತ್ತಿದೆ. 20 ಕೋಟಿ ರೂ. ಅನುದಾನದಲ್ಲಿ ಸಿಸಿ ರಸ್ತೆ ಸಹ ನಿರ್ಮಾಣವನ್ನು ಕಲ್ಪಿಸಲಾಗುವುದು. ಮಲೆ ಮಹದೇಶ್ವರ ಬೆಟ್ಟದಲ್ಲಿಯೇ ಸರ್ಕಾರಿ ಸಾಮೂಹಿಕ ವಿವಾಹ ನಡೆಸುತ್ತಿರುವುದು ಸಂತಸದ ವಿಷಯ. ನೂತನ ವಧು ವರರು ವೈವಾಹಿಕ ಜೀವನಕ್ಕೆ ಕಾಲಿಡುತ್ತಿರುವುದು ಸಂತಸವಾಗಿದೆ ಎಂದರು. (633, 463, 863, 561)
police-box (617, 948, 859, 1256)
